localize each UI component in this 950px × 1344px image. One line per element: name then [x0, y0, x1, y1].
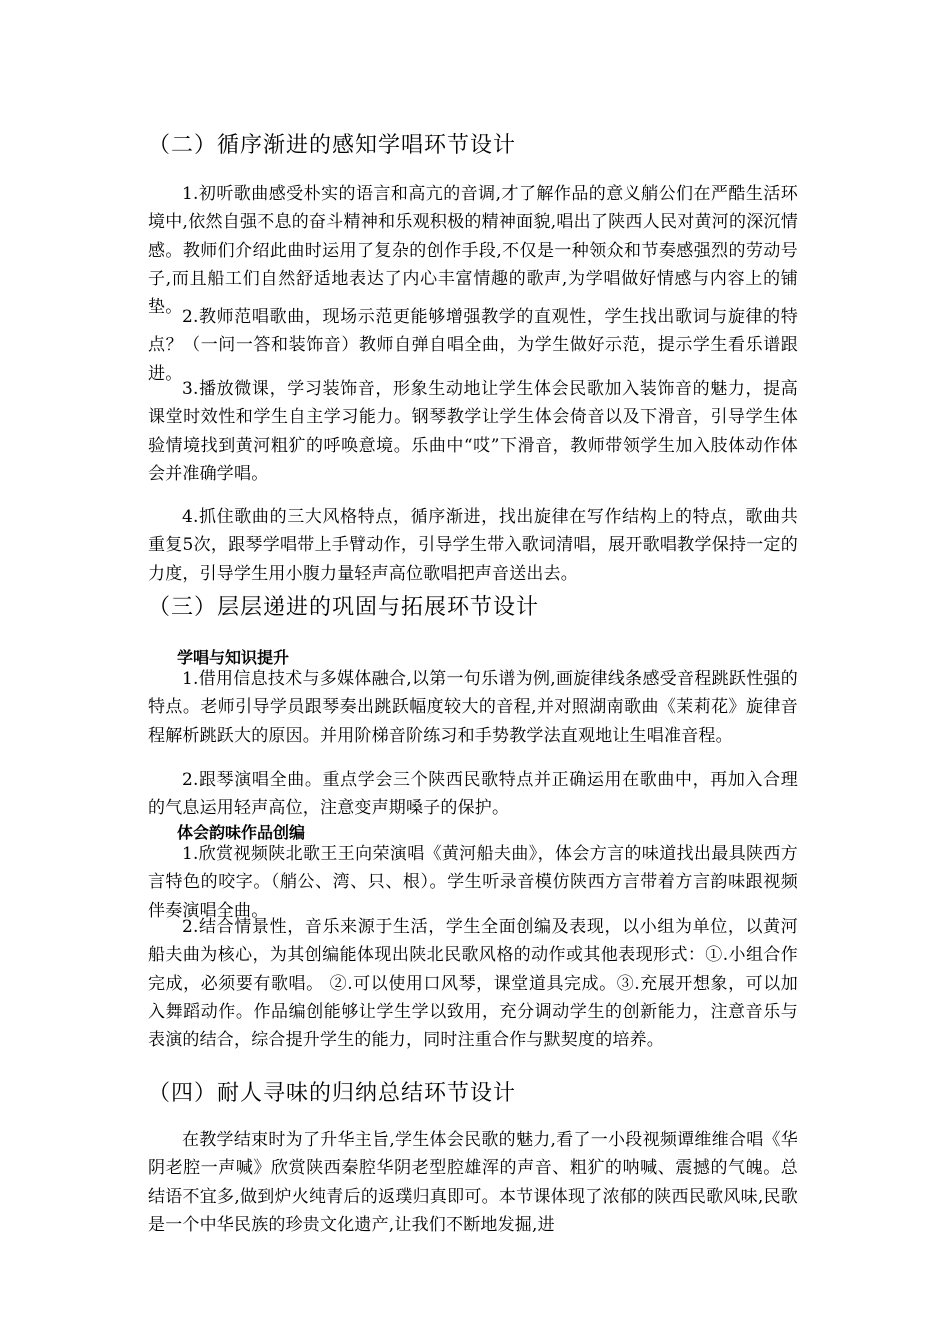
section-2-paragraph-3: 3.播放微课，学习装饰音，形象生动地让学生体会民歌加入装饰音的魅力，提高课堂时效性和学生自主学习能力。钢琴教学让学生体会倚音以及下滑音，引导学生体验情境找到黄河粗犷的呼唤意境。乐曲中“哎”下滑音，教师带领学生加入肢体动作体会并准确学唱。: [148, 379, 798, 484]
section-4-heading: （四）耐人寻味的归纳总结环节设计: [148, 1081, 517, 1106]
section-2-heading: （二）循序渐进的感知学唱环节设计: [148, 133, 517, 158]
section-2-paragraph-2: 2.教师范唱歌曲，现场示范更能够增强教学的直观性，学生找出歌词与旋律的特点？（一问一答和装饰音）教师自弹自唱全曲，为学生做好示范，提示学生看乐谱跟进。: [148, 307, 798, 384]
section-3-paragraph-1: 1.借用信息技术与多媒体融合,以第一句乐谱为例,画旋律线条感受音程跳跃性强的特点。老师引导学员跟琴奏出跳跃幅度较大的音程,并对照湖南歌曲《茉莉花》旋律音程解析跳跃大的原因。并用阶梯音阶练习和手势教学法直观地让生唱准音程。: [148, 669, 798, 746]
section-3-heading: （三）层层递进的巩固与拓展环节设计: [148, 595, 540, 620]
section-2-paragraph-4: 4.抓住歌曲的三大风格特点，循序渐进，找出旋律在写作结构上的特点，歌曲共重复5次，跟琴学唱带上手臂动作，引导学生带入歌词清唱，展开歌唱教学保持一定的力度，引导学生用小腹力量轻声高位歌唱把声音送出去。: [148, 507, 798, 584]
section-3-paragraph-4: 2.结合情景性，音乐来源于生活，学生全面创编及表现，以小组为单位，以黄河船夫曲为核心，为其创编能体现出陕北民歌风格的动作或其他表现形式：①.小组合作完成，必须要有歌唱。 ②.可以使用口风琴，课堂道具完成。③.充展开想象，可以加入舞蹈动作。作品编创能够让学生学以致用，充分调动学生的创新能力，注意音乐与表演的结合，综合提升学生的能力，同时注重合作与默契度的培养。: [148, 917, 798, 1051]
section-3-subheading-1: 学唱与知识提升: [177, 648, 290, 667]
section-2-paragraph-1: 1.初听歌曲感受朴实的语言和高亢的音调,才了解作品的意义艄公们在严酷生活环境中,依然自强不息的奋斗精神和乐观积极的精神面貌,唱出了陕西人民对黄河的深沉情感。教师们介绍此曲时运用了复杂的创作手段,不仅是一种领众和节奏感强烈的劳动号子,而且船工们自然舒适地表达了内心丰富情趣的歌声,为学唱做好情感与内容上的铺垫。: [148, 184, 798, 318]
section-3-paragraph-3: 1.欣赏视频陕北歌王王向荣演唱《黄河船夫曲》，体会方言的味道找出最具陕西方言特色的咬字。（艄公、湾、只、根）。学生听录音模仿陕西方言带着方言韵味跟视频伴奏演唱全曲。: [148, 844, 798, 921]
section-4-paragraph-1: 在教学结束时为了升华主旨,学生体会民歌的魅力,看了一小段视频谭维维合唱《华阴老腔一声喊》欣赏陕西秦腔华阴老型腔雄浑的声音、粗犷的呐喊、震撼的气魄。总结语不宜多,做到炉火纯青后的返璞归真即可。本节课体现了浓郁的陕西民歌风味,民歌是一个中华民族的珍贵文化遗产,让我们不断地发掘,进: [148, 1130, 798, 1235]
section-3-subheading-2: 体会韵味作品创编: [177, 823, 306, 842]
section-3-paragraph-2: 2.跟琴演唱全曲。重点学会三个陕西民歌特点并正确运用在歌曲中，再加入合理的气息运用轻声高位，注意变声期嗓子的保护。: [148, 770, 798, 819]
